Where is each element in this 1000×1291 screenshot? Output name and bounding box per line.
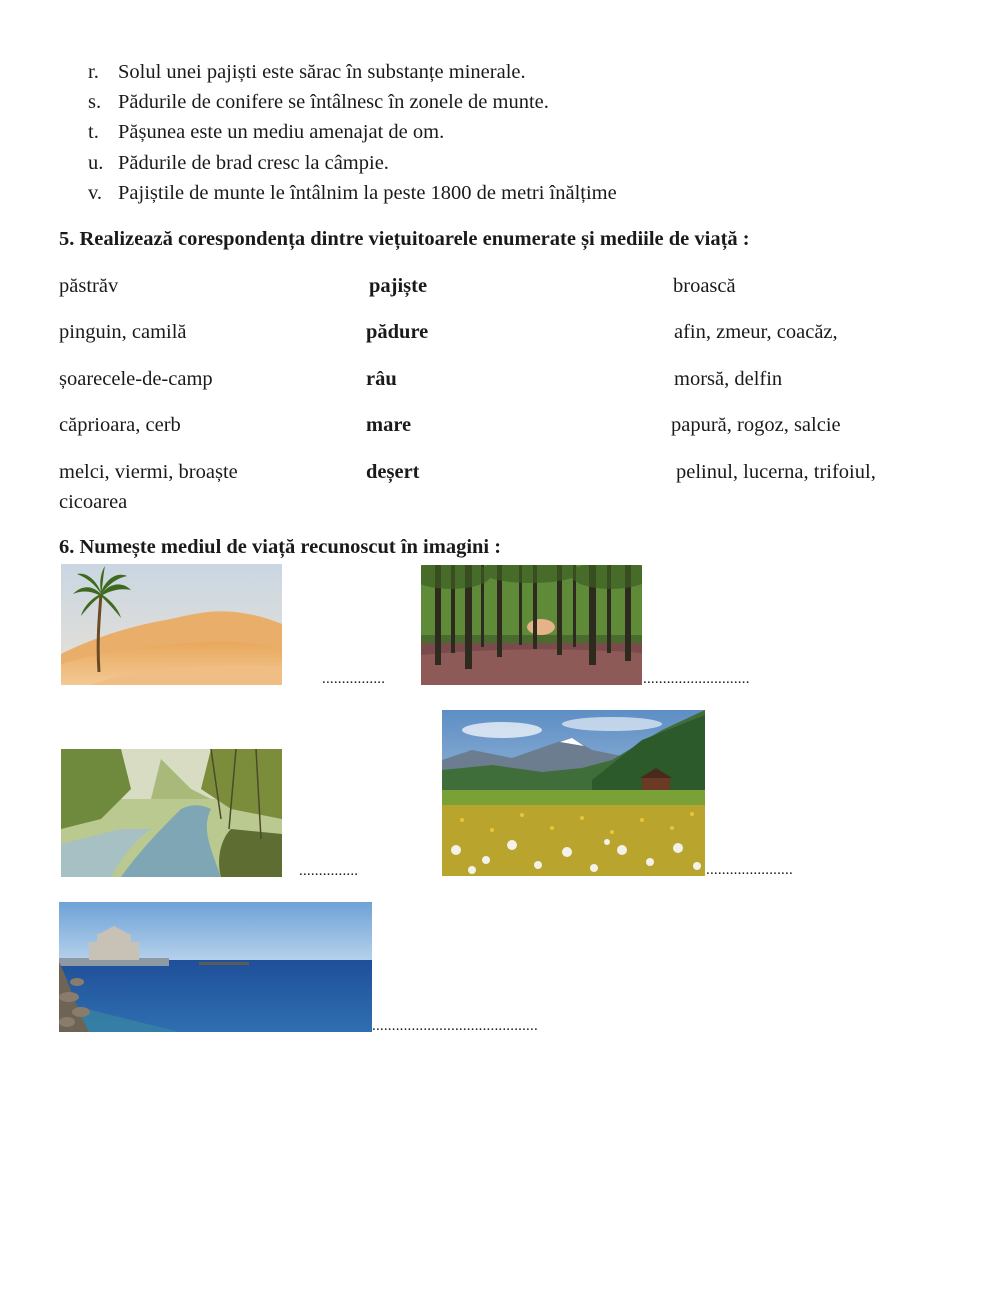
habitat-cell: deșert: [366, 461, 420, 483]
organism-cell: șoarecele-de-camp: [59, 368, 213, 390]
organism-cell: pinguin, camilă: [59, 321, 187, 343]
list-item: [88, 90, 549, 114]
organism-cell: cicoarea: [59, 491, 128, 513]
habitat-cell: pajiște: [369, 275, 428, 297]
list-letter: t.: [88, 121, 99, 143]
organism-cell: păstrăv: [59, 275, 119, 297]
answer-line-meadow: ......................: [706, 862, 793, 878]
list-text: Pășunea este un mediu amenajat de om.: [118, 121, 445, 143]
answer-line-river: ...............: [299, 863, 359, 879]
list-letter: s.: [88, 91, 102, 113]
organism-cell: pelinul, lucerna, trifoiul,: [676, 461, 876, 483]
organism-cell: broască: [673, 275, 736, 297]
list-letter: r.: [88, 61, 99, 83]
organism-cell: papură, rogoz, salcie: [671, 414, 841, 436]
list-letter: v.: [88, 182, 103, 204]
list-item: [88, 181, 617, 205]
habitat-cell: mare: [366, 414, 412, 436]
list-item: [88, 60, 526, 84]
list-item: [88, 151, 389, 175]
habitat-cell: pădure: [366, 321, 429, 343]
answer-line-desert: ................: [322, 671, 386, 687]
list-text: Pădurile de brad cresc la câmpie.: [118, 152, 389, 174]
meadow-photo: [442, 710, 705, 876]
forest-photo: [421, 565, 642, 685]
sea-photo: [59, 902, 372, 1032]
list-letter: u.: [88, 152, 104, 174]
organism-cell: afin, zmeur, coacăz,: [674, 321, 838, 343]
river-photo: [61, 749, 282, 877]
answer-line-forest: ...........................: [643, 671, 750, 687]
exercise-6-title: 6. Numește mediul de viață recunoscut în imagini :: [59, 536, 502, 558]
habitat-cell: râu: [366, 368, 397, 390]
organism-cell: căprioara, cerb: [59, 414, 181, 436]
list-text: Solul unei pajiști este sărac în substanțe minerale.: [118, 61, 526, 83]
organism-cell: morsă, delfin: [674, 368, 783, 390]
answer-line-sea: ..........................................: [372, 1018, 538, 1034]
list-text: Pajiștile de munte le întâlnim la peste 1800 de metri înălțime: [118, 182, 617, 204]
organism-cell: melci, viermi, broaște: [59, 461, 238, 483]
list-text: Pădurile de conifere se întâlnesc în zonele de munte.: [118, 91, 549, 113]
desert-photo: [61, 564, 282, 685]
list-item: [88, 120, 444, 144]
exercise-5-title: 5. Realizează corespondența dintre viețuitoarele enumerate și mediile de viață :: [59, 228, 750, 250]
